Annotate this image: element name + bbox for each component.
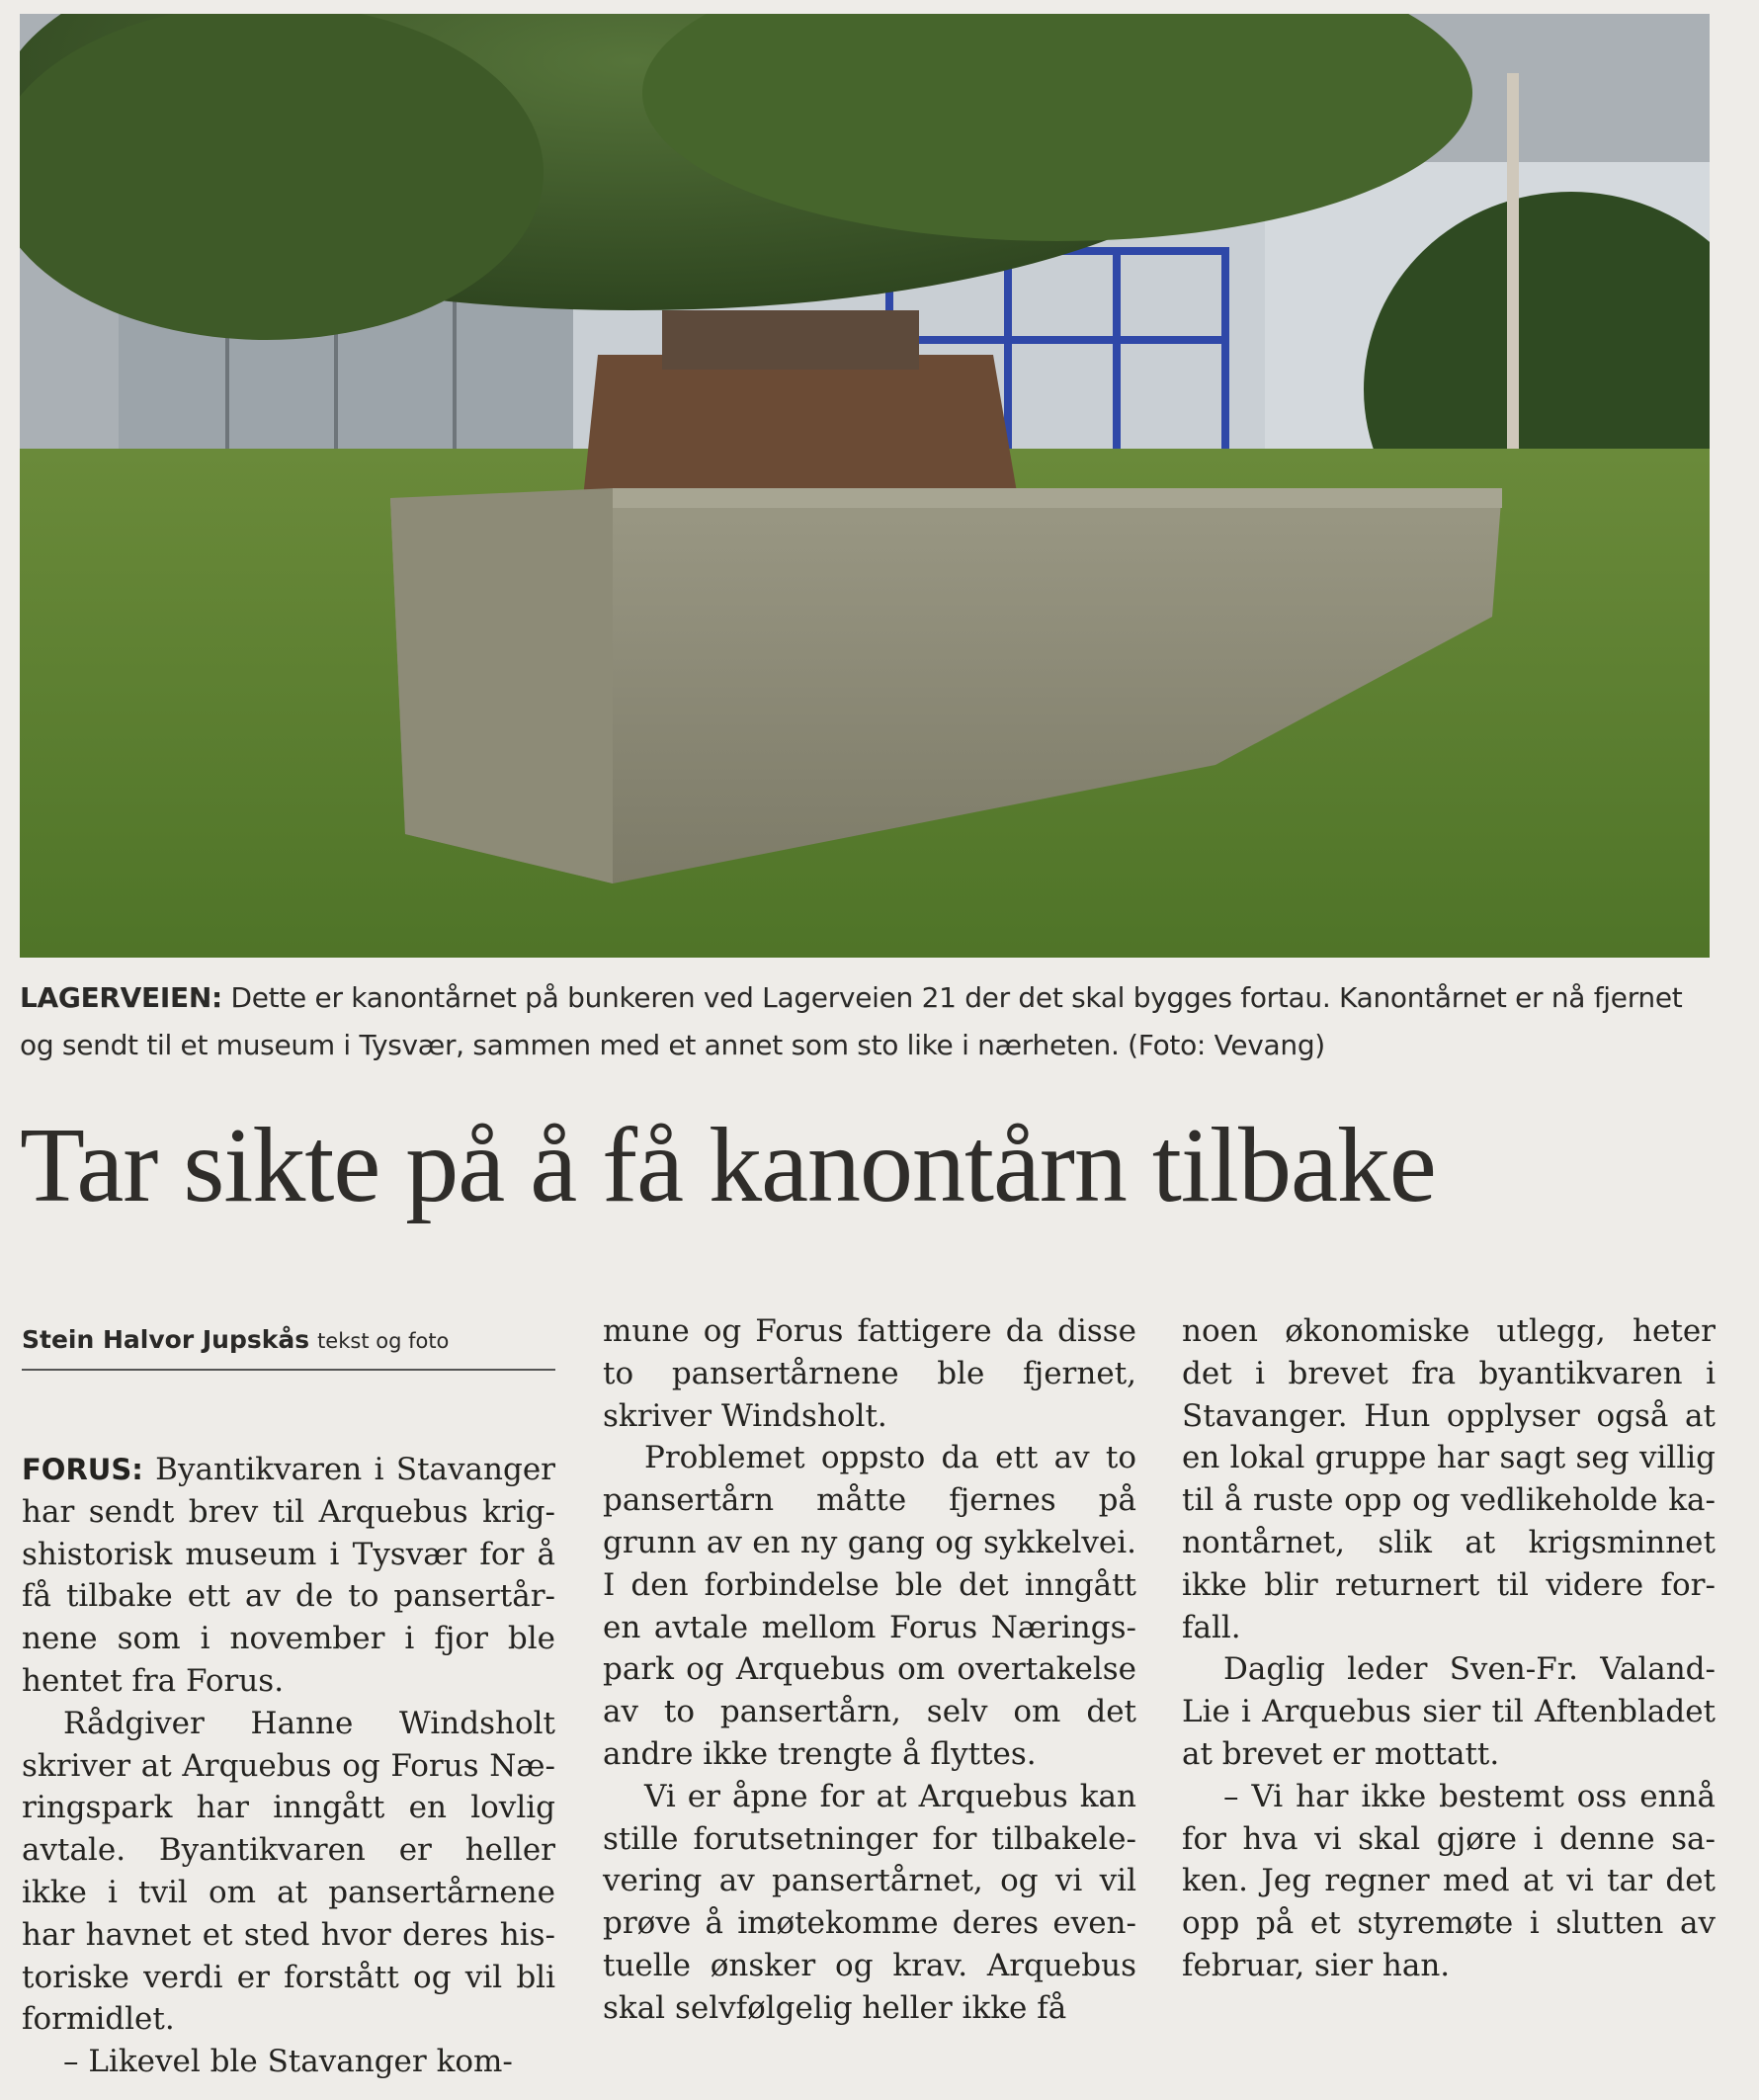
paragraph [22, 1449, 555, 1703]
caption-kicker: LAGERVEIEN: [20, 981, 222, 1014]
dateline: FORUS: [22, 1453, 143, 1486]
paragraph: Daglig leder Sven-Fr. Valand-Lie i Arquebus sier til Aftenbladet at brevet er mottatt. [1182, 1651, 1716, 1772]
byline-role: tekst og foto [317, 1329, 450, 1353]
article-column-1 [22, 1449, 555, 2083]
paragraph: mune og Forus fattigere da disse to pansertårnene ble fjernet, skriver Windsholt. [603, 1313, 1136, 1434]
caption-text: Dette er kanontårnet på bunkeren ved Lagerveien 21 der det skal bygges fortau. Kanontårnet er nå fjernet og sendt til et museum i Tysvær, sammen med et annet som sto like i nærheten. (Foto: Vevang) [20, 981, 1683, 1061]
paragraph: – Vi har ikke bestemt oss ennå for hva vi skal gjøre i denne saken. Jeg regner med at vi tar det opp på et styremøte i slutten av februar, sier han. [1182, 1778, 1716, 1983]
paragraph: Vi er åpne for at Arquebus kan stille forutsetninger for tilbakelevering av pansertårnet, og vi vil prøve å imøtekomme deres eventuelle ønsker og krav. Arquebus skal selvfølgelig heller ikke få [603, 1778, 1136, 2026]
article-column-3 [1182, 1310, 1716, 1987]
byline-rule [22, 1369, 555, 1371]
byline-name: Stein Halvor Jupskås [22, 1325, 310, 1354]
paragraph: Rådgiver Hanne Windsholt skriver at Arquebus og Forus Næringspark har inngått en lovlig avtale. Byantikvaren er heller ikke i tvil om at pansertårnene har havnet et sted hvor deres historiske verdi er forstått og vil bli formidlet. [22, 1705, 555, 2038]
article-column-2 [603, 1310, 1136, 2030]
paragraph: Problemet oppsto da ett av to pansertårn måtte fjernes på grunn av en ny gang og sykkelvei. I den forbindelse ble det inngått en avtale mellom Forus Næringspark og Arquebus om overtakelse av to pansertårn, selv om det andre ikke trengte å flyttes. [603, 1440, 1136, 1772]
photo-caption [20, 974, 1719, 1069]
byline [22, 1322, 555, 1359]
paragraph: noen økonomiske utlegg, heter det i brevet fra byantikvaren i Stavanger. Hun opplyser også at en lokal gruppe har sagt seg villig til å ruste opp og vedlikeholde kanontårnet, slik at krigsminnet ikke blir returnert til videre forfall. [1182, 1313, 1716, 1645]
paragraph-text: Byantikvaren i Stavanger har sendt brev til Arquebus krigshistorisk museum i Tysvær for å få tilbake ett av de to pansertårnene som i november i fjor ble hentet fra Forus. [22, 1452, 555, 1699]
bunker-photo-illustration [20, 14, 1710, 958]
article-photo [20, 14, 1710, 958]
paragraph: – Likevel ble Stavanger kom- [63, 2044, 513, 2080]
headline: Tar sikte på å få kanontårn tilbake [20, 1107, 1436, 1224]
